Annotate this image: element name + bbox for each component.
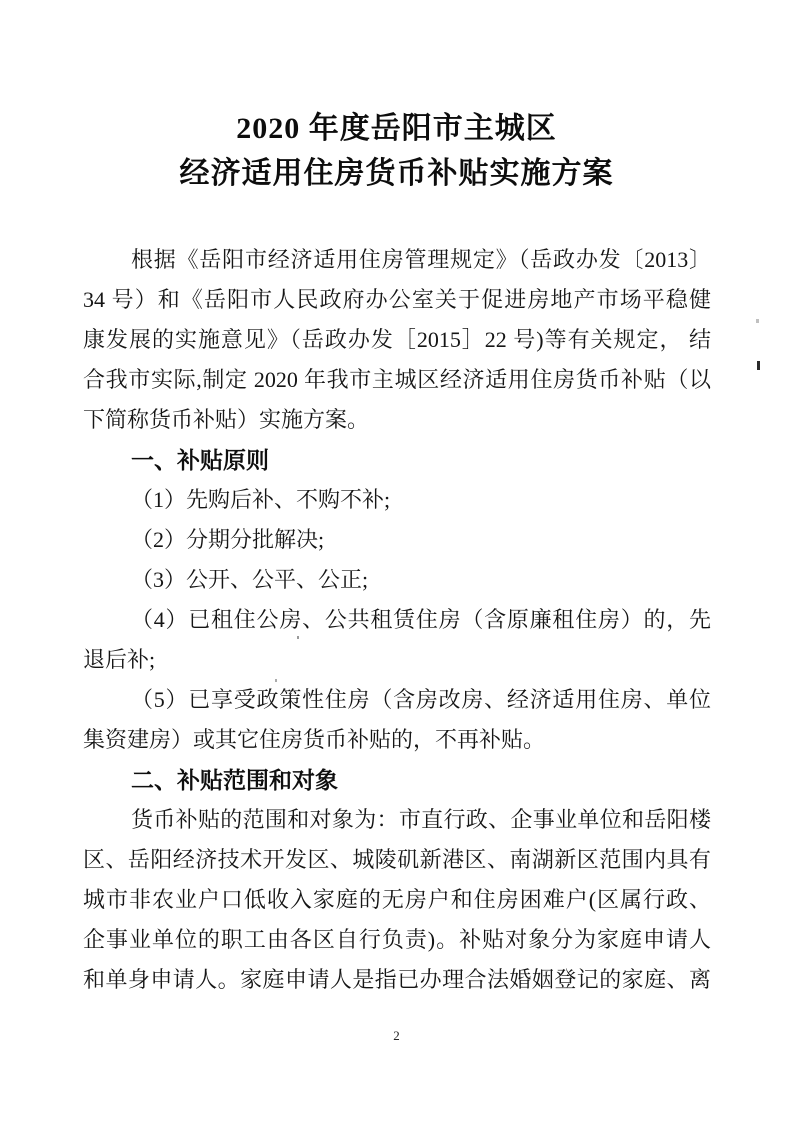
principle-item-2: （2）分期分批解决; [131, 527, 325, 552]
document-body [0, 240, 793, 1000]
intro-paragraph-line-5: 下简称货币补贴）实施方案。 [83, 407, 370, 432]
principle-item-5-line-2: 集资建房）或其它住房货币补贴的，不再补贴。 [83, 727, 546, 752]
section-1-heading: 一、补贴原则 [131, 447, 269, 473]
scope-paragraph-line-3: 城市非农业户口低收入家庭的无房户和住房困难户(区属行政、 [83, 887, 711, 912]
scan-artifact-speck [297, 636, 299, 639]
principle-item-4-line-1: （4）已租住公房、公共租赁住房（含原廉租住房）的，先 [131, 607, 711, 632]
scan-artifact-speck [756, 319, 759, 323]
scope-paragraph-line-5: 和单身申请人。家庭申请人是指已办理合法婚姻登记的家庭、离 [83, 967, 711, 992]
section-2-heading: 二、补贴范围和对象 [131, 767, 338, 793]
principle-item-1: （1）先购后补、不购不补; [131, 487, 391, 512]
principle-item-4-line-2: 退后补; [83, 647, 156, 672]
intro-paragraph-line-2: 34 号）和《岳阳市人民政府办公室关于促进房地产市场平稳健 [83, 287, 711, 312]
principle-item-5-line-1: （5）已享受政策性住房（含房改房、经济适用住房、单位 [131, 687, 711, 712]
document-title [0, 0, 793, 196]
document-title-line-1: 2020 年度岳阳市主城区 [236, 112, 557, 145]
scope-paragraph-line-1: 货币补贴的范围和对象为：市直行政、企事业单位和岳阳楼 [131, 807, 711, 832]
page-number: 2 [393, 1028, 400, 1043]
document-title-line-2: 经济适用住房货币补贴实施方案 [179, 157, 614, 190]
scope-paragraph-line-2: 区、岳阳经济技术开发区、城陵矶新港区、南湖新区范围内具有 [83, 847, 711, 872]
scan-artifact-dash [757, 361, 760, 370]
intro-paragraph-line-4: 合我市实际,制定 2020 年我市主城区经济适用住房货币补贴（以 [83, 367, 711, 392]
intro-paragraph-line-1: 根据《岳阳市经济适用住房管理规定》（岳政办发〔2013〕 [131, 247, 711, 272]
scope-paragraph-line-4: 企事业单位的职工由各区自行负责)。补贴对象分为家庭申请人 [83, 927, 711, 952]
principle-item-3: （3）公开、公平、公正; [131, 567, 369, 592]
scan-artifact-speck [275, 679, 277, 682]
intro-paragraph-line-3: 康发展的实施意见》（岳政办发［2015］22 号)等有关规定， 结 [83, 327, 711, 352]
